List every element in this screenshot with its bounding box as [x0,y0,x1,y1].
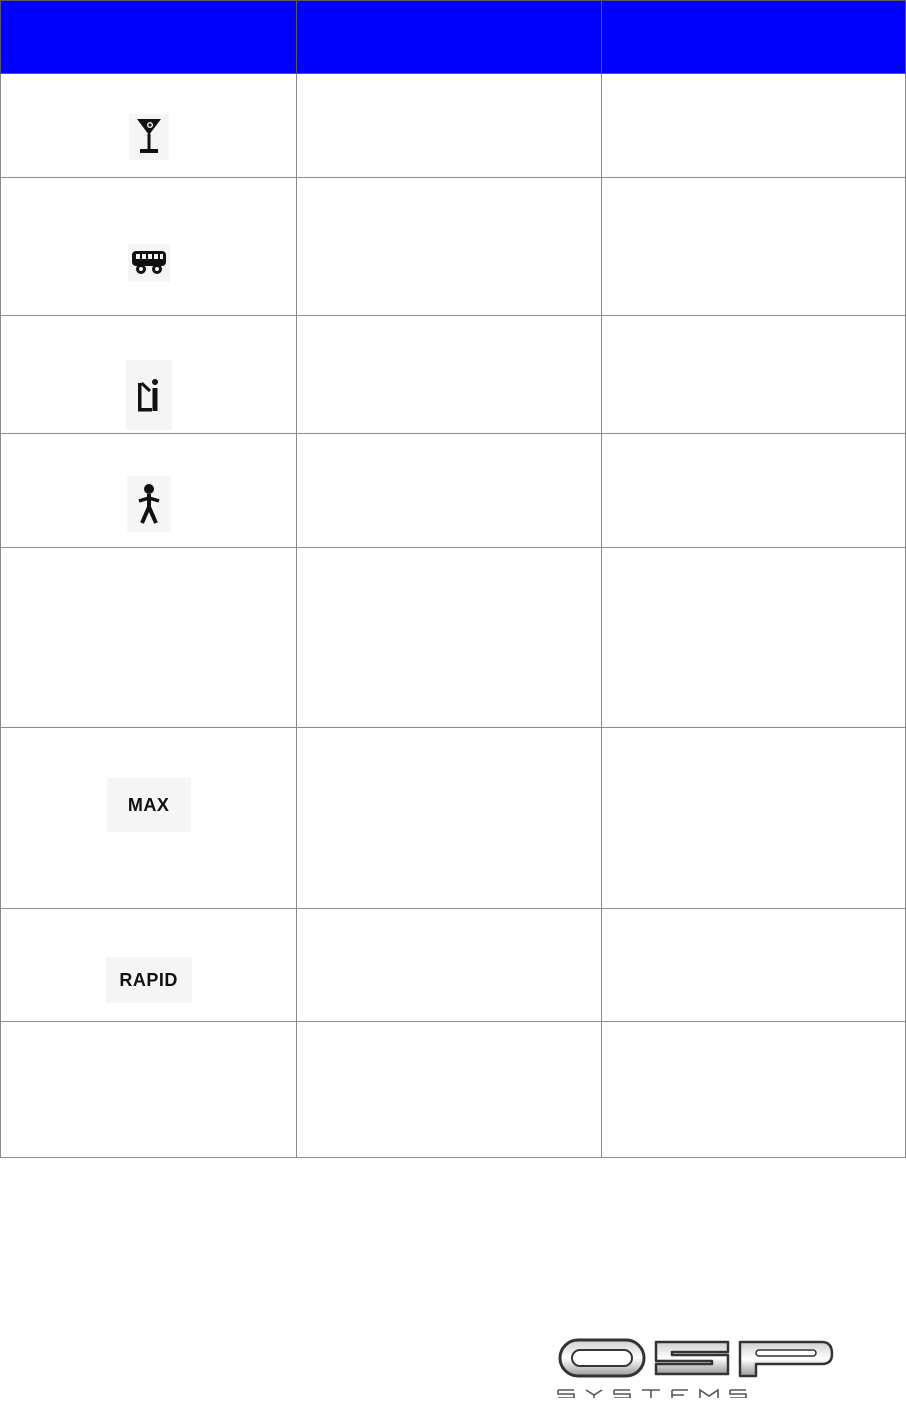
table-row [1,548,906,728]
row-cell-3 [601,1022,905,1158]
header-cell-1 [1,1,297,74]
rapid-icon [106,957,192,1003]
row-cell-3 [601,909,905,1022]
row-cell-3 [601,74,905,178]
table-row [1,728,906,909]
header-cell-2 [297,1,601,74]
information-kiosk-icon [126,360,172,430]
icon-cell [1,909,297,1022]
row-cell-3 [601,548,905,728]
table-row [1,909,906,1022]
row-cell-2 [297,1022,601,1158]
max-icon [107,778,191,832]
icon-cell [1,316,297,434]
rapid-icon-label: RAPID [119,969,178,990]
table-header-row [1,1,906,74]
table-row [1,1022,906,1158]
row-cell-2 [297,316,601,434]
table-row [1,316,906,434]
row-cell-2 [297,74,601,178]
icon-cell [1,178,297,316]
table-row [1,74,906,178]
header-cell-3 [601,1,905,74]
osp-systems-logo [552,1330,840,1398]
table-row [1,178,906,316]
row-cell-3 [601,434,905,548]
bus-icon [128,244,170,282]
icon-cell [1,548,297,728]
pedestrian-icon [127,476,171,532]
row-cell-2 [297,178,601,316]
row-cell-3 [601,178,905,316]
row-cell-2 [297,548,601,728]
cocktail-glass-icon [129,114,169,160]
icon-cell [1,74,297,178]
row-cell-2 [297,728,601,909]
icon-cell [1,1022,297,1158]
icon-cell [1,434,297,548]
icon-cell [1,728,297,909]
table-row [1,434,906,548]
max-icon-label: MAX [127,794,170,815]
row-cell-3 [601,728,905,909]
row-cell-2 [297,909,601,1022]
row-cell-2 [297,434,601,548]
row-cell-3 [601,316,905,434]
